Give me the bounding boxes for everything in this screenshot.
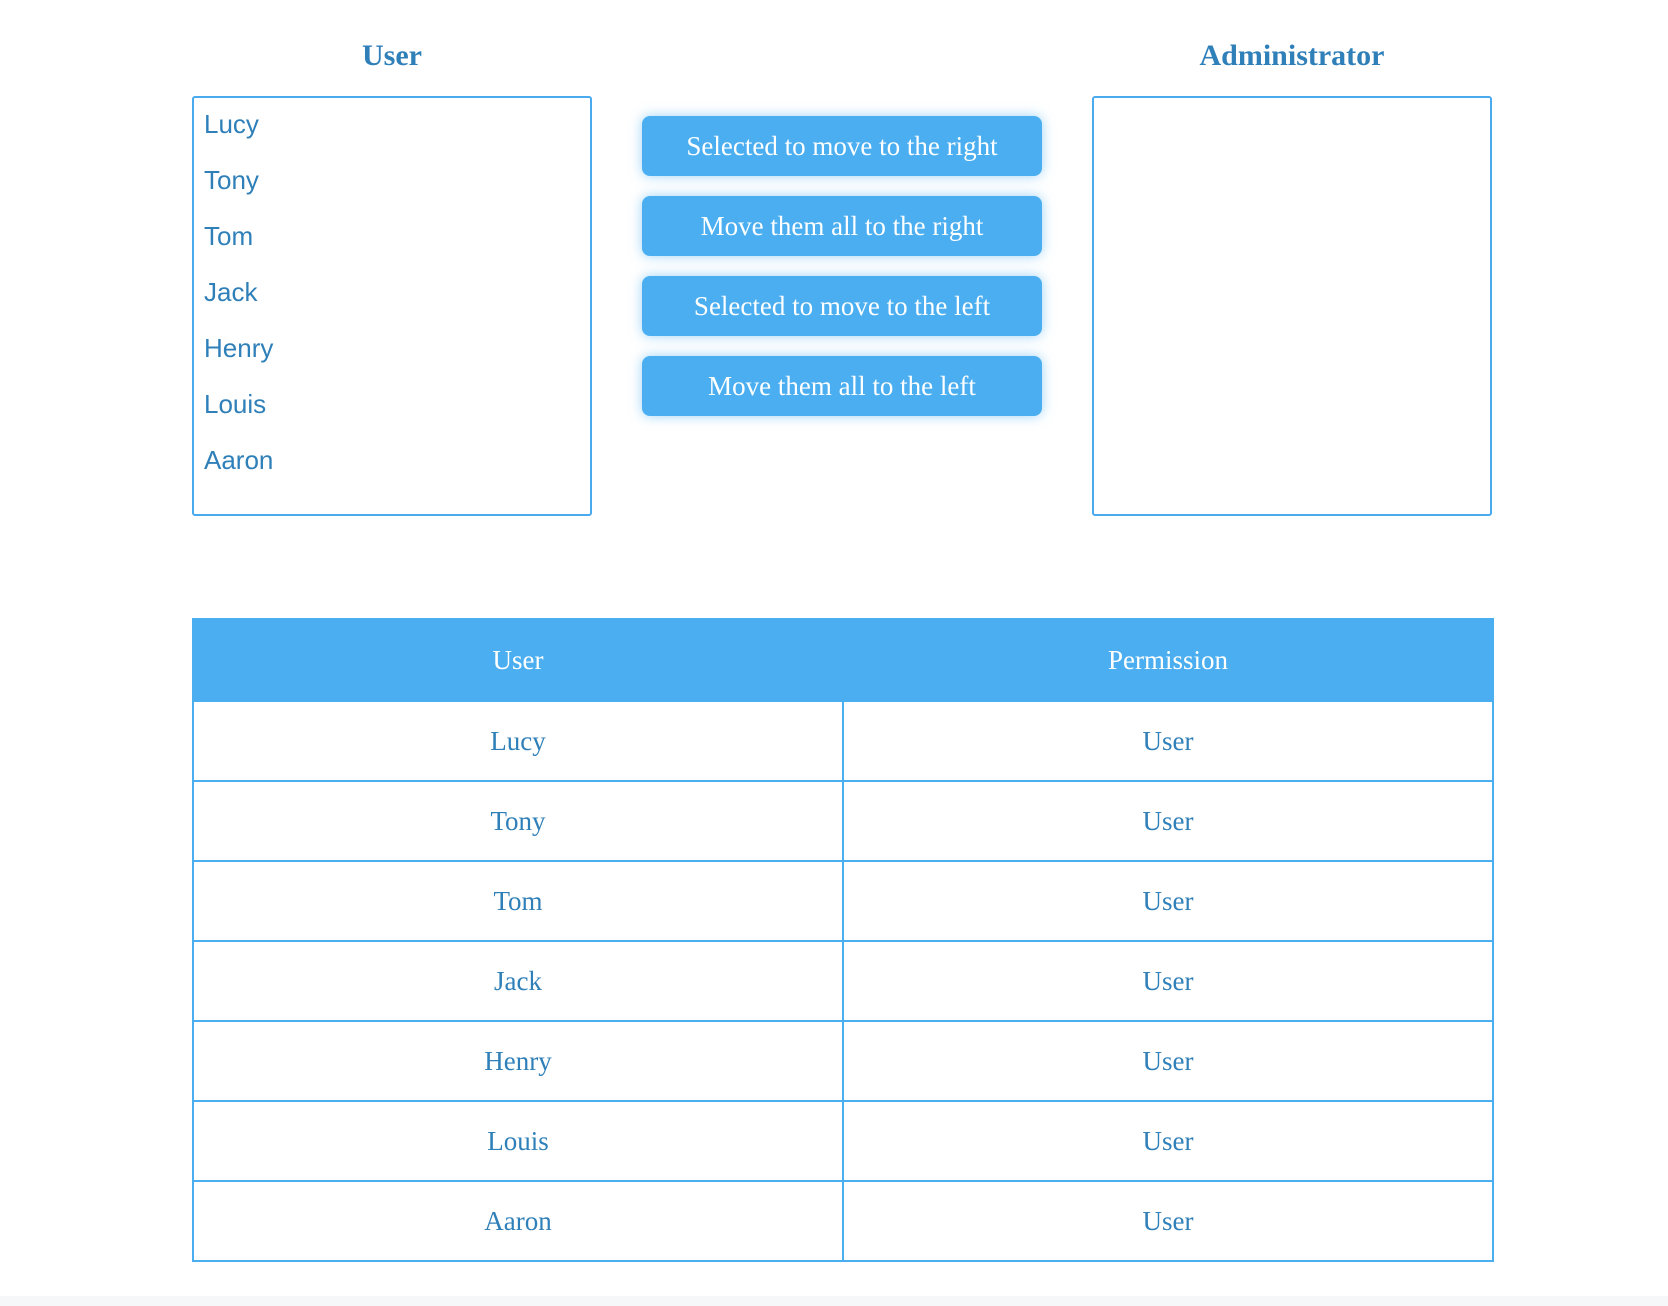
table-cell-user: Henry xyxy=(193,1021,843,1101)
user-listbox[interactable] xyxy=(192,96,592,516)
table-row xyxy=(193,941,1493,1021)
table-cell-permission: User xyxy=(843,701,1493,781)
table-cell-permission: User xyxy=(843,1021,1493,1101)
administrator-listbox[interactable] xyxy=(1092,96,1492,516)
user-option-tom[interactable]: Tom xyxy=(204,221,254,251)
move-all-left-button[interactable]: Move them all to the left xyxy=(642,356,1042,416)
table-header-row xyxy=(193,619,1493,701)
table-cell-permission: User xyxy=(843,861,1493,941)
table-header-permission: Permission xyxy=(843,619,1493,701)
move-selected-left-button[interactable]: Selected to move to the left xyxy=(642,276,1042,336)
table-cell-user: Tony xyxy=(193,781,843,861)
user-list-title: User xyxy=(362,39,422,72)
table-cell-permission: User xyxy=(843,941,1493,1021)
table-cell-permission: User xyxy=(843,781,1493,861)
user-option-henry[interactable]: Henry xyxy=(204,333,274,363)
table-cell-user: Tom xyxy=(193,861,843,941)
table-cell-user: Louis xyxy=(193,1101,843,1181)
table-row xyxy=(193,781,1493,861)
table-row xyxy=(193,701,1493,781)
administrator-list-title: Administrator xyxy=(1199,39,1385,72)
table-row xyxy=(193,1181,1493,1261)
table-cell-permission: User xyxy=(843,1181,1493,1261)
user-option-lucy[interactable]: Lucy xyxy=(204,109,259,139)
permission-table xyxy=(192,618,1494,1262)
user-option-tony[interactable]: Tony xyxy=(204,165,259,195)
table-cell-permission: User xyxy=(843,1101,1493,1181)
table-cell-user: Jack xyxy=(193,941,843,1021)
table-header-user: User xyxy=(193,619,843,701)
table-cell-user: Aaron xyxy=(193,1181,843,1261)
move-selected-right-button[interactable]: Selected to move to the right xyxy=(642,116,1042,176)
move-all-right-button[interactable]: Move them all to the right xyxy=(642,196,1042,256)
table-row xyxy=(193,1101,1493,1181)
user-option-jack[interactable]: Jack xyxy=(204,277,258,307)
table-row xyxy=(193,1021,1493,1101)
table-cell-user: Lucy xyxy=(193,701,843,781)
user-option-louis[interactable]: Louis xyxy=(204,389,267,419)
table-row xyxy=(193,861,1493,941)
user-option-aaron[interactable]: Aaron xyxy=(204,445,274,475)
